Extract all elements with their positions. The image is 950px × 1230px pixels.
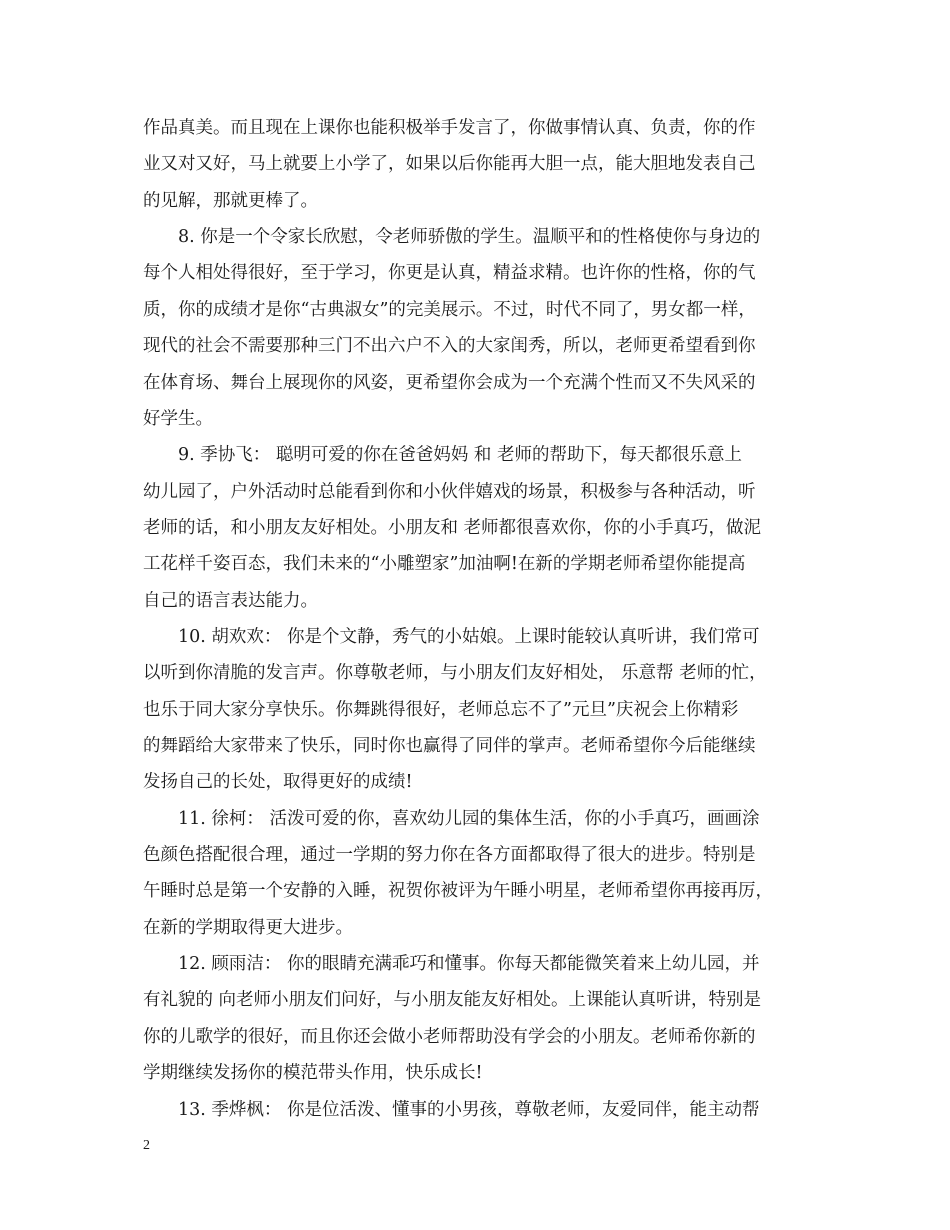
text-line: 自己的语言表达能力。: [143, 590, 318, 611]
text-line: 的舞蹈给大家带来了快乐，同时你也赢得了同伴的掌声。老师希望你今后能继续: [143, 736, 756, 756]
text-line: 11. 徐柯： 活泼可爱的你，喜欢幼儿园的集体生活，你的小手真巧，画画涂: [178, 808, 760, 829]
text-line: 在体育场、舞台上展现你的风姿，更希望你会成为一个充满个性而又不失风采的: [143, 372, 756, 393]
text-line: 业又对又好，马上就要上小学了，如果以后你能再大胆一点，能大胆地发表自己: [143, 154, 756, 175]
text-line: 9. 季协飞： 聪明可爱的你在爸爸妈妈 和 老师的帮助下，每天都很乐意上: [178, 445, 742, 466]
text-line: 老师的话，和小朋友友好相处。小朋友和 老师都很喜欢你，你的小手真巧，做泥: [143, 517, 762, 538]
text-line: 现代的社会不需要那种三门不出六户不入的大家闺秀，所以，老师更希望看到你: [143, 336, 756, 357]
text-line: 也乐于同大家分享快乐。你舞跳得很好，老师总忘不了”元旦”庆祝会上你精彩: [143, 699, 739, 720]
text-line: 色颜色搭配很合理，通过一学期的努力你在各方面都取得了很大的进步。特别是: [143, 845, 756, 865]
text-line: 13. 季烨枫： 你是位活泼、懂事的小男孩，尊敬老师，友爱同伴，能主动帮: [178, 1099, 760, 1120]
text-line: 质，你的成绩才是你“古典淑女”的完美展示。不过，时代不同了，男女都一样，: [143, 299, 756, 320]
page-number: 2: [143, 1138, 150, 1153]
text-line: 幼儿园了，户外活动时总能看到你和小伙伴嬉戏的场景，积极参与各种活动，听: [143, 481, 756, 502]
text-line: 在新的学期取得更大进步。: [143, 917, 353, 938]
text-line: 10. 胡欢欢： 你是个文静，秀气的小姑娘。上课时能较认真听讲，我们常可: [178, 626, 760, 647]
text-line: 午睡时总是第一个安静的入睡，祝贺你被评为午睡小明星，老师希望你再接再厉，: [143, 881, 773, 902]
text-line: 工花样千姿百态，我们未来的“小雕塑家”加油啊!在新的学期老师希望你能提高: [143, 554, 746, 575]
text-line: 每个人相处得很好，至于学习，你更是认真，精益求精。也许你的性格，你的气: [143, 263, 756, 284]
text-line: 有礼貌的 向老师小朋友们问好，与小朋友能友好相处。上课能认真听讲，特别是: [143, 990, 762, 1011]
text-line: 好学生。: [143, 408, 213, 429]
text-line: 的见解，那就更棒了。: [143, 190, 318, 211]
text-line: 学期继续发扬你的模范带头作用，快乐成长!: [143, 1063, 483, 1084]
text-line: 发扬自己的长处，取得更好的成绩!: [143, 772, 413, 793]
text-line: 8. 你是一个令家长欣慰，令老师骄傲的学生。温顺平和的性格使你与身边的: [178, 227, 761, 248]
text-line: 12. 顾雨洁： 你的眼睛充满乖巧和懂事。你每天都能微笑着来上幼儿园，并: [178, 954, 760, 975]
text-line: 作品真美。而且现在上课你也能积极举手发言了，你做事情认真、负责，你的作: [143, 118, 756, 138]
text-line: 你的儿歌学的很好，而且你还会做小老师帮助没有学会的小朋友。老师希你新的: [143, 1026, 756, 1047]
text-line: 以听到你清脆的发言声。你尊敬老师，与小朋友们友好相处， 乐意帮 老师的忙，: [143, 663, 767, 684]
